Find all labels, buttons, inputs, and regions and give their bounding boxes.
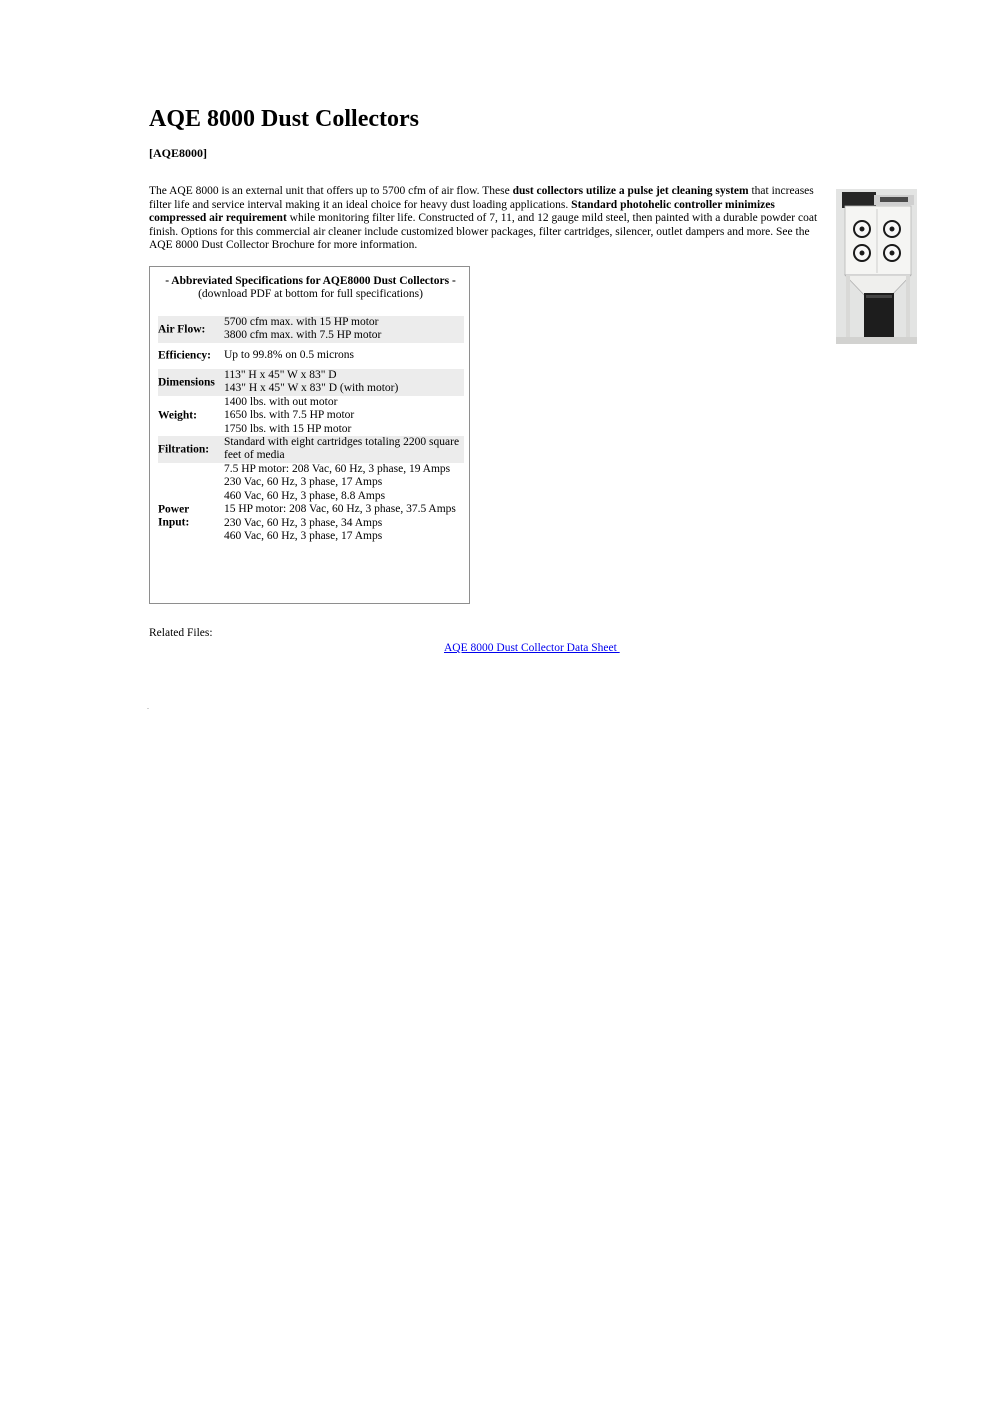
page-title: AQE 8000 Dust Collectors [149, 106, 419, 132]
spec-value-line: 3800 cfm max. with 7.5 HP motor [224, 329, 382, 342]
spec-label: Dimensions [158, 375, 215, 388]
spec-row-weight [158, 396, 464, 436]
description-text-3: while monitoring filter life. Constructed of 7, 11, and 12 gauge mild steel, then painted with a durable powder coat finish. Options for this commercial air cleaner include customized blower packages, filter cartridges, silencer, outlet dampers and more. See the AQE 8000 Dust Collector Brochure for more information. [149, 212, 818, 251]
spec-row-air-flow [158, 316, 464, 343]
spec-row-efficiency [158, 347, 464, 365]
spec-value-line: 1650 lbs. with 7.5 HP motor [224, 409, 355, 422]
spec-value-line: 143" H x 45" W x 83" D (with motor) [224, 382, 399, 395]
spec-row-power-input [158, 463, 464, 570]
specifications-panel [149, 266, 470, 604]
description-text-1: The AQE 8000 is an external unit that offers up to 5700 cfm of air flow. These [149, 185, 513, 197]
spec-value [224, 436, 464, 463]
spec-value [224, 369, 464, 396]
spec-row-filtration [158, 436, 464, 463]
specifications-title: - Abbreviated Specifications for AQE8000 Dust Collectors - [165, 275, 456, 287]
spec-label: Efficiency: [158, 349, 212, 362]
data-sheet-link[interactable]: AQE 8000 Dust Collector Data Sheet [444, 642, 620, 654]
specifications-header [158, 275, 463, 302]
spec-value [224, 349, 464, 362]
spec-value-line: 1400 lbs. with out motor [224, 396, 338, 408]
spec-label: Filtration: [158, 442, 210, 455]
spec-value-line: 7.5 HP motor: 208 Vac, 60 Hz, 3 phase, 19 Amps [224, 463, 451, 475]
spec-label [158, 503, 189, 530]
spec-label-line: Input: [158, 516, 190, 529]
spec-value [224, 463, 464, 543]
related-files-label: Related Files: [149, 627, 213, 639]
spec-label-line: Power [158, 503, 190, 516]
product-code: [AQE8000] [149, 146, 207, 160]
spec-value-line: Standard with eight cartridges totaling 2200 square feet of media [224, 436, 460, 462]
spec-value-line: Up to 99.8% on 0.5 microns [224, 349, 355, 361]
footer-mark: . [147, 702, 149, 711]
spec-value-line: 1750 lbs. with 15 HP motor [224, 422, 352, 435]
spec-value-line: 15 HP motor: 208 Vac, 60 Hz, 3 phase, 37.5 Amps [224, 503, 456, 516]
spec-value [224, 316, 464, 343]
spec-value-line: 460 Vac, 60 Hz, 3 phase, 8.8 Amps [224, 489, 386, 502]
spec-value-line: 5700 cfm max. with 15 HP motor [224, 316, 379, 328]
product-description [149, 185, 829, 253]
description-text-2: that increases filter life and service interval making it an ideal choice for heavy dust loading applications. [149, 185, 814, 211]
spec-value [224, 396, 464, 436]
spec-value-line: 113" H x 45" W x 83" D [224, 369, 337, 381]
spec-row-dimensions [158, 369, 464, 396]
dust-collector-image [836, 189, 917, 344]
spec-value-line: 230 Vac, 60 Hz, 3 phase, 17 Amps [224, 476, 383, 489]
spec-value-line: 460 Vac, 60 Hz, 3 phase, 17 Amps [224, 530, 383, 543]
description-bold-1: dust collectors utilize a pulse jet cleaning system [512, 185, 749, 197]
spec-label: Weight: [158, 409, 197, 422]
specifications-note: (download PDF at bottom for full specifications) [198, 288, 423, 301]
description-bold-2: Standard photohelic controller minimizes compressed air requirement [149, 198, 775, 224]
spec-value-line: 230 Vac, 60 Hz, 3 phase, 34 Amps [224, 516, 383, 529]
spec-label: Air Flow: [158, 322, 206, 335]
